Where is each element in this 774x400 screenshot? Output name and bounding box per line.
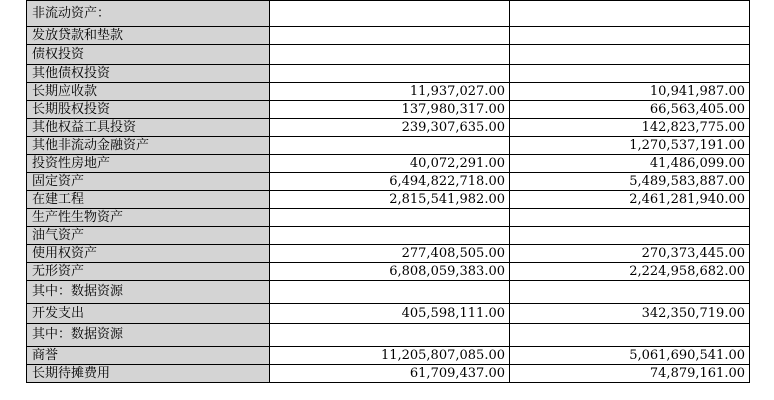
row-label: 长期待摊费用	[27, 365, 270, 383]
row-label: 投资性房地产	[27, 155, 270, 173]
table-row	[27, 209, 750, 227]
prior-value	[510, 209, 750, 227]
current-value	[270, 1, 510, 27]
prior-value: 66,563,405.00	[510, 101, 750, 119]
table-row	[27, 173, 750, 191]
table-row	[27, 365, 750, 383]
current-value: 6,494,822,718.00	[270, 173, 510, 191]
row-label: 油气资产	[27, 227, 270, 245]
current-value	[270, 27, 510, 45]
row-label: 债权投资	[27, 45, 270, 65]
prior-value	[510, 45, 750, 65]
row-label: 商誉	[27, 347, 270, 365]
prior-value: 5,061,690,541.00	[510, 347, 750, 365]
table-row	[27, 347, 750, 365]
row-label: 其他权益工具投资	[27, 119, 270, 137]
prior-value	[510, 1, 750, 27]
table-row	[27, 137, 750, 155]
row-label: 发放贷款和垫款	[27, 27, 270, 45]
prior-value: 41,486,099.00	[510, 155, 750, 173]
current-value	[270, 45, 510, 65]
current-value: 239,307,635.00	[270, 119, 510, 137]
row-label: 使用权资产	[27, 245, 270, 263]
table-row	[27, 101, 750, 119]
table-row	[27, 263, 750, 281]
current-value: 137,980,317.00	[270, 101, 510, 119]
row-label: 固定资产	[27, 173, 270, 191]
row-label: 在建工程	[27, 191, 270, 209]
row-label: 生产性生物资产	[27, 209, 270, 227]
table-row	[27, 245, 750, 263]
table-row	[27, 191, 750, 209]
current-value	[270, 227, 510, 245]
prior-value: 342,350,719.00	[510, 304, 750, 324]
current-value	[270, 65, 510, 83]
row-label: 长期应收款	[27, 83, 270, 101]
prior-value: 270,373,445.00	[510, 245, 750, 263]
prior-value	[510, 324, 750, 347]
current-value: 6,808,059,383.00	[270, 263, 510, 281]
row-label-section-header: 非流动资产：	[27, 1, 270, 27]
row-label: 无形资产	[27, 263, 270, 281]
row-label-sub: 其中：数据资源	[27, 324, 270, 347]
current-value	[270, 209, 510, 227]
row-label: 长期股权投资	[27, 101, 270, 119]
table-row	[27, 65, 750, 83]
current-value: 61,709,437.00	[270, 365, 510, 383]
prior-value: 5,489,583,887.00	[510, 173, 750, 191]
current-value	[270, 281, 510, 304]
table-row	[27, 1, 750, 27]
current-value: 40,072,291.00	[270, 155, 510, 173]
table-row	[27, 155, 750, 173]
row-label-sub: 其中：数据资源	[27, 281, 270, 304]
current-value: 2,815,541,982.00	[270, 191, 510, 209]
prior-value: 142,823,775.00	[510, 119, 750, 137]
balance-sheet-table	[26, 0, 750, 383]
prior-value	[510, 227, 750, 245]
current-value: 11,937,027.00	[270, 83, 510, 101]
current-value	[270, 324, 510, 347]
current-value	[270, 137, 510, 155]
table-row	[27, 45, 750, 65]
current-value: 405,598,111.00	[270, 304, 510, 324]
row-label: 其他债权投资	[27, 65, 270, 83]
table-row	[27, 281, 750, 304]
current-value: 277,408,505.00	[270, 245, 510, 263]
prior-value: 2,461,281,940.00	[510, 191, 750, 209]
row-label: 开发支出	[27, 304, 270, 324]
prior-value	[510, 65, 750, 83]
prior-value	[510, 27, 750, 45]
prior-value: 1,270,537,191.00	[510, 137, 750, 155]
table-row	[27, 324, 750, 347]
table-row	[27, 304, 750, 324]
table-row	[27, 27, 750, 45]
table-row	[27, 83, 750, 101]
current-value: 11,205,807,085.00	[270, 347, 510, 365]
row-label: 其他非流动金融资产	[27, 137, 270, 155]
prior-value	[510, 281, 750, 304]
prior-value: 74,879,161.00	[510, 365, 750, 383]
table-row	[27, 227, 750, 245]
table-row	[27, 119, 750, 137]
prior-value: 10,941,987.00	[510, 83, 750, 101]
prior-value: 2,224,958,682.00	[510, 263, 750, 281]
